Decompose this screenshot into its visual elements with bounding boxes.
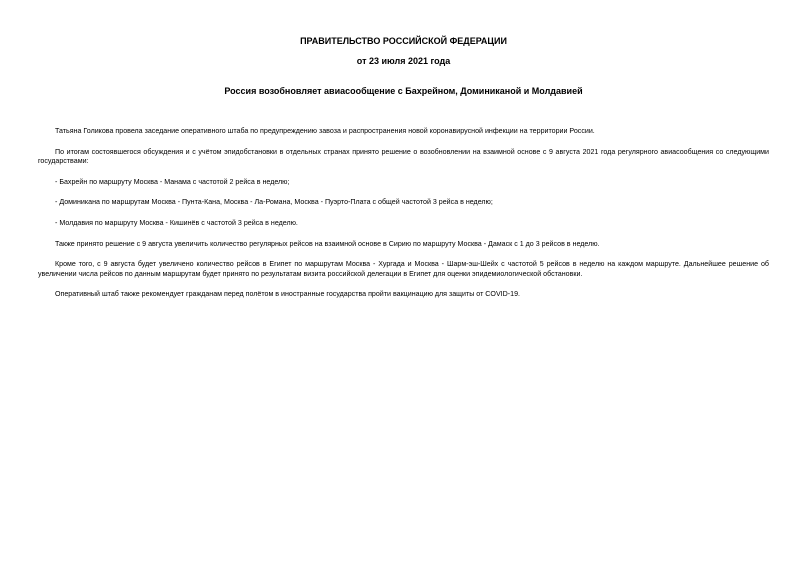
paragraph-egypt: Кроме того, с 9 августа будет увеличено количество рейсов в Египет по маршрутам Москва - Хургада и Москва - Шарм-эш-Шейх с частотой 5 рейсов в неделю на каждом маршруте. Дальнейшее решение об увеличении числа рейсов по данным маршрутам будет принято по результатам визита российской делегации в Египет для оценки эпидемиологической обстановки.	[38, 260, 769, 278]
document-title: Россия возобновляет авиасообщение с Бахрейном, Доминиканой и Молдавией	[224, 86, 583, 96]
paragraph-decision: По итогам состоявшегося обсуждения и с учётом эпидобстановки в отдельных странах принято решение о возобновлении на взаимной основе с 9 августа 2021 года регулярного авиасообщения со следующими государствами:	[38, 147, 769, 166]
document-body	[38, 127, 769, 311]
organization-heading: ПРАВИТЕЛЬСТВО РОССИЙСКОЙ ФЕДЕРАЦИИ	[300, 36, 507, 46]
list-item-bahrain: - Бахрейн по маршруту Москва - Манама с частотой 2 рейса в неделю;	[55, 177, 290, 186]
list-item-dominicana: - Доминикана по маршрутам Москва - Пунта-Кана, Москва - Ла-Романа, Москва - Пуэрто-Плата с общей частотой 3 рейса в неделю;	[55, 198, 493, 207]
list-item-moldova: - Молдавия по маршруту Москва - Кишинёв с частотой 3 рейса в неделю.	[55, 218, 298, 227]
paragraph-syria: Также принято решение с 9 августа увеличить количество регулярных рейсов на взаимной основе в Сирию по маршруту Москва - Дамаск с 1 до 3 рейсов в неделю.	[55, 239, 600, 248]
paragraph-intro: Татьяна Голикова провела заседание оперативного штаба по предупреждению завоза и распространения новой коронавирусной инфекции на территории России.	[55, 127, 595, 135]
paragraph-recommendation: Оперативный штаб также рекомендует гражданам перед полётом в иностранные государства пройти вакцинацию для защиты от COVID-19.	[55, 290, 520, 299]
document-date: от 23 июля 2021 года	[356, 56, 451, 66]
